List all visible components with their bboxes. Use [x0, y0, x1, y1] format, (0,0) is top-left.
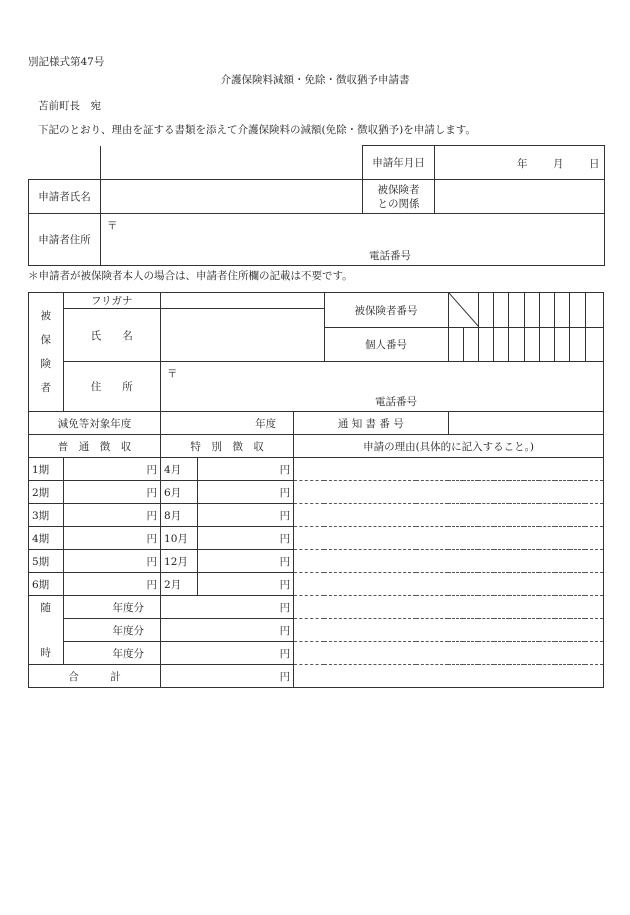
insured-number-digit[interactable]: [509, 293, 524, 328]
ordinary-amount-field[interactable]: [63, 481, 161, 504]
insured-table: [28, 292, 604, 688]
insured-label-char: 被: [40, 310, 52, 322]
diagonal-slash-icon: [449, 293, 479, 327]
yen-unit: 円: [279, 578, 291, 591]
form-title: 介護保険料減額・免除・徴収猶予申請書: [220, 74, 410, 86]
insured-number-digit[interactable]: [570, 293, 585, 328]
reason-header: 申請の理由(具体的に記入すること。): [294, 435, 604, 458]
target-year-field[interactable]: [161, 412, 294, 435]
personal-number-digit[interactable]: [463, 328, 478, 362]
reason-line[interactable]: [294, 619, 604, 642]
personal-number-digit[interactable]: [539, 328, 554, 362]
yen-unit: 円: [146, 509, 158, 522]
ordinary-collection-header: 普 通 徴 収: [29, 435, 161, 458]
form-code: 別記様式第47号: [28, 56, 105, 68]
reason-line[interactable]: [294, 642, 604, 665]
insured-label-char: 者: [40, 382, 52, 394]
insured-number-diagonal-cell: [448, 293, 478, 328]
relation-label-line2: との関係: [377, 197, 420, 210]
date-year-unit: 年: [517, 158, 528, 170]
personal-number-digit[interactable]: [478, 328, 493, 362]
occasional-year-field[interactable]: [63, 596, 161, 619]
special-period-label: 4月: [161, 458, 198, 481]
special-period-label: 12月: [161, 550, 198, 573]
yen-unit: 円: [279, 463, 291, 476]
applicant-phone-label: 電話番号: [369, 250, 411, 262]
ordinary-amount-field[interactable]: [63, 458, 161, 481]
special-period-label: 8月: [161, 504, 198, 527]
ordinary-period-label: 6期: [29, 573, 64, 596]
occasional-char-top: 随: [40, 602, 52, 614]
applicant-address-label: 申請者住所: [29, 214, 101, 266]
personal-number-digit[interactable]: [448, 328, 463, 362]
applicant-name-field[interactable]: [101, 180, 363, 214]
yen-unit: 円: [279, 509, 291, 522]
ordinary-period-label: 4期: [29, 527, 64, 550]
insured-name-field[interactable]: [161, 309, 325, 362]
furigana-field[interactable]: [161, 293, 325, 309]
applicant-postal-mark: 〒: [107, 220, 118, 232]
occasional-char-bottom: 時: [40, 647, 52, 659]
year-part-unit: 年度分: [112, 647, 145, 660]
personal-number-label: 個人番号: [324, 328, 448, 362]
date-month-unit: 月: [553, 158, 564, 170]
special-collection-header: 特 別 徴 収: [161, 435, 294, 458]
applicant-address-field[interactable]: [101, 214, 605, 266]
special-period-label: 2月: [161, 573, 198, 596]
application-date-label: 申請年月日: [363, 146, 435, 180]
insured-number-digit[interactable]: [555, 293, 570, 328]
insured-phone-label: 電話番号: [375, 396, 418, 408]
ordinary-period-label: 1期: [29, 458, 64, 481]
ordinary-amount-field[interactable]: [63, 573, 161, 596]
personal-number-digit[interactable]: [509, 328, 524, 362]
special-amount-field[interactable]: [197, 550, 294, 573]
insured-label-char: 険: [40, 358, 52, 370]
personal-number-digit[interactable]: [494, 328, 509, 362]
special-amount-field[interactable]: [197, 573, 294, 596]
ordinary-period-label: 3期: [29, 504, 64, 527]
yen-unit: 円: [146, 578, 158, 591]
reason-line[interactable]: [294, 596, 604, 619]
special-amount-field[interactable]: [197, 504, 294, 527]
occasional-amount-field[interactable]: [161, 619, 294, 642]
insured-name-label: 氏 名: [63, 309, 161, 362]
notice-number-label: 通 知 書 番 号: [294, 412, 448, 435]
insured-label-char: 保: [40, 334, 52, 346]
application-date-field[interactable]: [435, 146, 605, 180]
personal-number-digit[interactable]: [585, 328, 603, 362]
reason-line[interactable]: [294, 665, 604, 688]
yen-unit: 円: [279, 532, 291, 545]
year-part-unit: 年度分: [112, 624, 145, 637]
reason-line[interactable]: [294, 550, 604, 573]
year-part-unit: 年度分: [112, 601, 145, 614]
relation-label: [363, 180, 435, 214]
personal-number-digit[interactable]: [555, 328, 570, 362]
ordinary-period-label: 5期: [29, 550, 64, 573]
yen-unit: 円: [146, 463, 158, 476]
insured-address-field[interactable]: [161, 362, 604, 412]
special-amount-field[interactable]: [197, 481, 294, 504]
insured-number-digit[interactable]: [524, 293, 539, 328]
occasional-amount-field[interactable]: [161, 642, 294, 665]
occasional-year-field[interactable]: [63, 642, 161, 665]
yen-unit: 円: [279, 555, 291, 568]
notice-number-field[interactable]: [448, 412, 603, 435]
target-year-unit: 年度: [255, 417, 277, 430]
yen-unit: 円: [279, 647, 291, 660]
occasional-year-field[interactable]: [63, 619, 161, 642]
special-amount-field[interactable]: [197, 458, 294, 481]
target-year-label: 減免等対象年度: [29, 412, 161, 435]
special-period-label: 10月: [161, 527, 198, 550]
personal-number-digit[interactable]: [524, 328, 539, 362]
total-label: 合 計: [29, 665, 161, 688]
relation-label-line1: 被保険者: [377, 183, 420, 196]
applicant-name-label: 申請者氏名: [29, 180, 101, 214]
total-amount-field[interactable]: [161, 665, 294, 688]
ordinary-period-label: 2期: [29, 481, 64, 504]
insured-number-label: 被保険者番号: [324, 293, 448, 328]
reason-line[interactable]: [294, 481, 604, 504]
addressee: 苫前町長 宛: [38, 100, 101, 112]
personal-number-digit[interactable]: [570, 328, 585, 362]
yen-unit: 円: [279, 670, 291, 683]
ordinary-amount-field[interactable]: [63, 550, 161, 573]
date-day-unit: 日: [589, 158, 600, 170]
yen-unit: 円: [279, 486, 291, 499]
yen-unit: 円: [146, 532, 158, 545]
applicant-note: ＊申請者が被保険者本人の場合は、申請者住所欄の記載は不要です。: [28, 270, 353, 282]
yen-unit: 円: [279, 601, 291, 614]
reason-line[interactable]: [294, 504, 604, 527]
intro-text: 下記のとおり、理由を証する書類を添えて介護保険料の減額(免除・徴収猶予)を申請します。: [38, 124, 476, 136]
insured-postal-mark: 〒: [167, 368, 178, 380]
occasional-amount-field[interactable]: [161, 596, 294, 619]
reason-line[interactable]: [294, 527, 604, 550]
insured-number-digit[interactable]: [478, 293, 493, 328]
insured-number-digit[interactable]: [585, 293, 603, 328]
occasional-label: [29, 596, 64, 665]
special-period-label: 6月: [161, 481, 198, 504]
ordinary-amount-field[interactable]: [63, 527, 161, 550]
insured-address-label: 住 所: [63, 362, 161, 412]
insured-label: [29, 293, 64, 412]
yen-unit: 円: [146, 486, 158, 499]
special-amount-field[interactable]: [197, 527, 294, 550]
furigana-label: フリガナ: [63, 293, 161, 309]
ordinary-amount-field[interactable]: [63, 504, 161, 527]
reason-line[interactable]: [294, 458, 604, 481]
reason-line[interactable]: [294, 573, 604, 596]
relation-field[interactable]: [435, 180, 605, 214]
insured-number-digit[interactable]: [539, 293, 554, 328]
yen-unit: 円: [279, 624, 291, 637]
yen-unit: 円: [146, 555, 158, 568]
applicant-table: [28, 145, 605, 266]
insured-number-digit[interactable]: [494, 293, 509, 328]
